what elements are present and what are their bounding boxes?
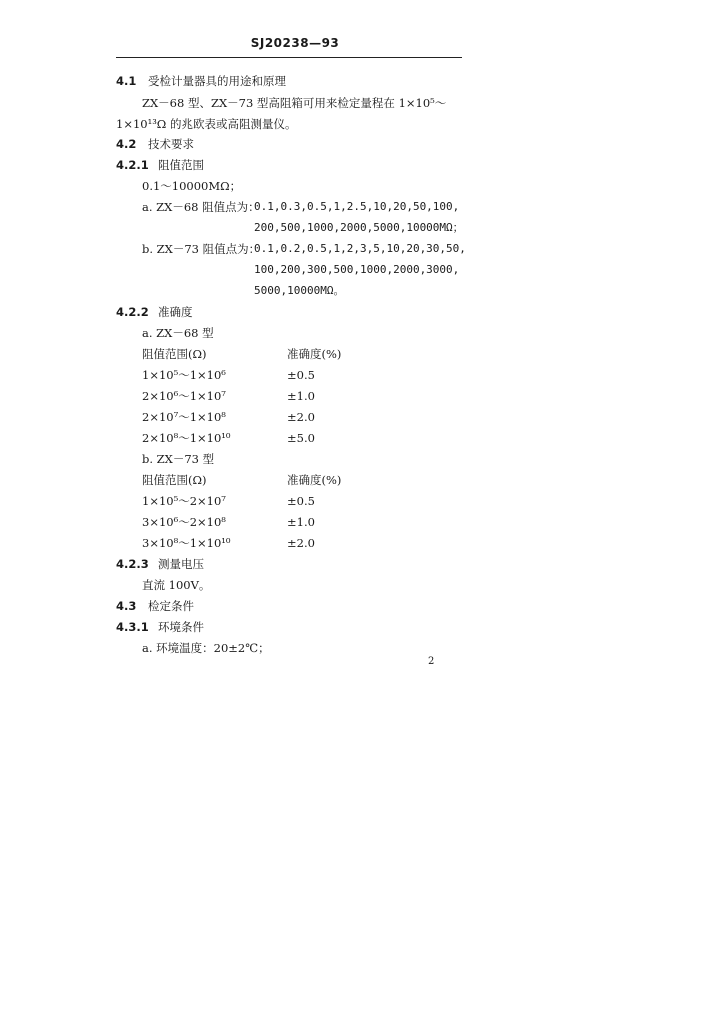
zx68-row-accuracy: ±0.5: [287, 368, 315, 382]
header-rule: [116, 57, 462, 58]
page-number: 2: [428, 656, 435, 667]
zx68-points-label: a. ZX－68 阻值点为：: [142, 200, 260, 214]
zx68-row-range: 1×10⁵～1×10⁶: [142, 368, 226, 382]
zx68-accuracy-label: a. ZX－68 型: [142, 326, 214, 340]
section-4-2-title: 技术要求: [148, 137, 194, 151]
zx68-row-range: 2×10⁸～1×10¹⁰: [142, 431, 231, 445]
section-4-1-line-2: 1×10¹³Ω 的兆欧表或高阻测量仪。: [116, 117, 297, 131]
zx73-col-accuracy-header: 准确度(%): [287, 473, 342, 487]
zx68-points-line-1: 0.1,0.3,0.5,1,2.5,10,20,50,100,: [254, 200, 460, 213]
zx73-row-range: 3×10⁶～2×10⁸: [142, 515, 226, 529]
section-4-2-3-title: 测量电压: [158, 557, 204, 571]
section-4-2-3-number: 4.2.3: [116, 557, 149, 571]
section-4-1-number: 4.1: [116, 74, 137, 88]
zx68-row-range: 2×10⁷～1×10⁸: [142, 410, 226, 424]
section-4-1-line-1: ZX－68 型、ZX－73 型高阻箱可用来检定量程在 1×10⁵～: [142, 96, 447, 110]
section-4-2-2-title: 准确度: [158, 305, 193, 319]
section-4-3-1-number: 4.3.1: [116, 620, 149, 634]
zx73-row-accuracy: ±2.0: [287, 536, 315, 550]
measuring-voltage-text: 直流 100V。: [142, 578, 211, 592]
zx73-row-range: 3×10⁸～1×10¹⁰: [142, 536, 231, 550]
zx68-row-range: 2×10⁶～1×10⁷: [142, 389, 226, 403]
zx68-col-range-header: 阻值范围(Ω): [142, 347, 207, 361]
zx73-accuracy-label: b. ZX－73 型: [142, 452, 215, 466]
section-4-3-number: 4.3: [116, 599, 137, 613]
zx68-col-accuracy-header: 准确度(%): [287, 347, 342, 361]
zx68-points-line-2: 200,500,1000,2000,5000,10000MΩ；: [254, 221, 464, 234]
zx68-row-accuracy: ±5.0: [287, 431, 315, 445]
section-4-3-1-title: 环境条件: [158, 620, 204, 634]
section-4-2-number: 4.2: [116, 137, 137, 151]
zx73-row-range: 1×10⁵～2×10⁷: [142, 494, 226, 508]
resistance-range-text: 0.1～10000MΩ；: [142, 179, 242, 193]
ambient-temperature-text: a. 环境温度：20±2℃；: [142, 641, 270, 655]
zx73-points-line-2: 100,200,300,500,1000,2000,3000,: [254, 263, 460, 276]
section-4-2-1-title: 阻值范围: [158, 158, 204, 172]
section-4-2-2-number: 4.2.2: [116, 305, 149, 319]
zx73-row-accuracy: ±0.5: [287, 494, 315, 508]
section-4-1-title: 受检计量器具的用途和原理: [148, 74, 286, 88]
zx73-points-line-1: 0.1,0.2,0.5,1,2,3,5,10,20,30,50,: [254, 242, 466, 255]
zx73-row-accuracy: ±1.0: [287, 515, 315, 529]
document-header: SJ20238—93: [250, 36, 340, 50]
zx68-row-accuracy: ±2.0: [287, 410, 315, 424]
section-4-2-1-number: 4.2.1: [116, 158, 149, 172]
section-4-3-title: 检定条件: [148, 599, 194, 613]
zx73-points-line-3: 5000,10000MΩ。: [254, 284, 345, 297]
zx73-points-label: b. ZX－73 阻值点为：: [142, 242, 261, 256]
zx68-row-accuracy: ±1.0: [287, 389, 315, 403]
zx73-col-range-header: 阻值范围(Ω): [142, 473, 207, 487]
